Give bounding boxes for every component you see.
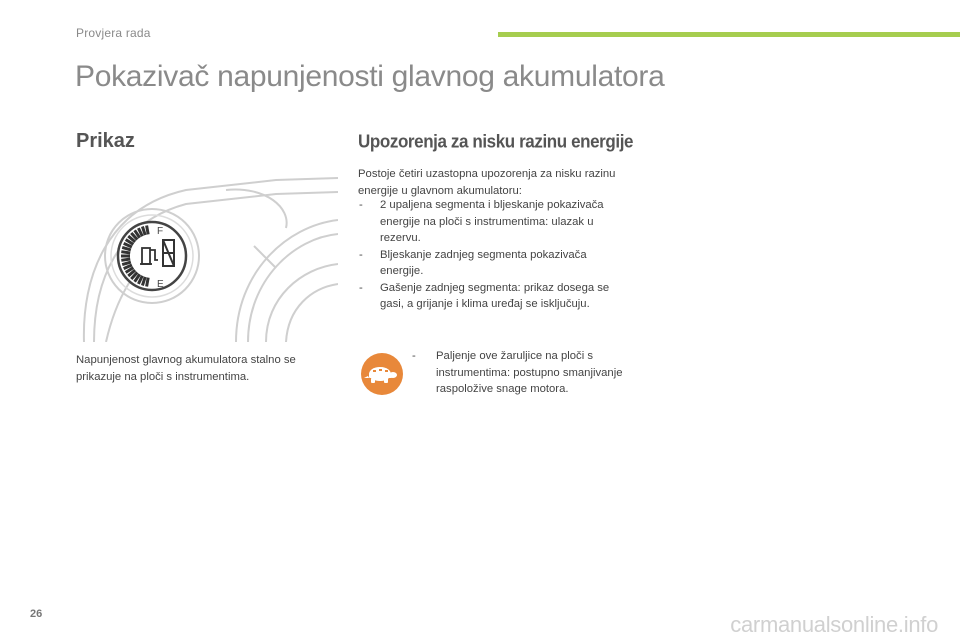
warnings-list <box>358 197 630 313</box>
page-number: 26 <box>30 608 43 620</box>
display-caption: Napunjenost glavnog akumulatora stalno se prikazuje na ploči s instrumentima. <box>76 354 296 383</box>
section-label: Provjera rada <box>76 26 151 40</box>
list-item: - Gašenje zadnjeg segmenta: prikaz dosega se gasi, a grijanje i klima uređaj se isključuju. <box>359 281 610 310</box>
gauge-segment <box>121 259 130 260</box>
list-item: - Bljeskanje zadnjeg segmenta pokazivača energije. <box>359 248 587 277</box>
dashboard-illustration <box>76 168 338 342</box>
gauge-segment <box>147 225 149 234</box>
warnings-intro: Postoje četiri uzastopna upozorenja za nisku razinu energije u glavnom akumulatoru: <box>358 168 616 197</box>
gauge-empty-label: E <box>157 279 164 290</box>
heading-display: Prikaz <box>76 130 135 152</box>
list-item: - 2 upaljena segmenta i bljeskanje pokazivača energije na ploči s instrumentima: ulazak u rezervu. <box>359 199 604 244</box>
turtle-warning-text: - Paljenje ove žaruljice na ploči s instrumentima: postupno smanjivanje raspoložive snage motora. <box>412 350 623 395</box>
page-title: Pokazivač napunjenosti glavnog akumulatora <box>75 60 665 93</box>
heading-low-energy-warnings: Upozorenja za nisku razinu energije <box>358 131 634 152</box>
turtle-icon <box>360 352 404 396</box>
gauge-segment <box>121 252 130 253</box>
gauge-full-label: F <box>157 226 164 237</box>
header-accent-bar <box>498 32 960 37</box>
watermark: carmanualsonline.info <box>730 612 938 637</box>
gauge-segment <box>147 278 149 287</box>
